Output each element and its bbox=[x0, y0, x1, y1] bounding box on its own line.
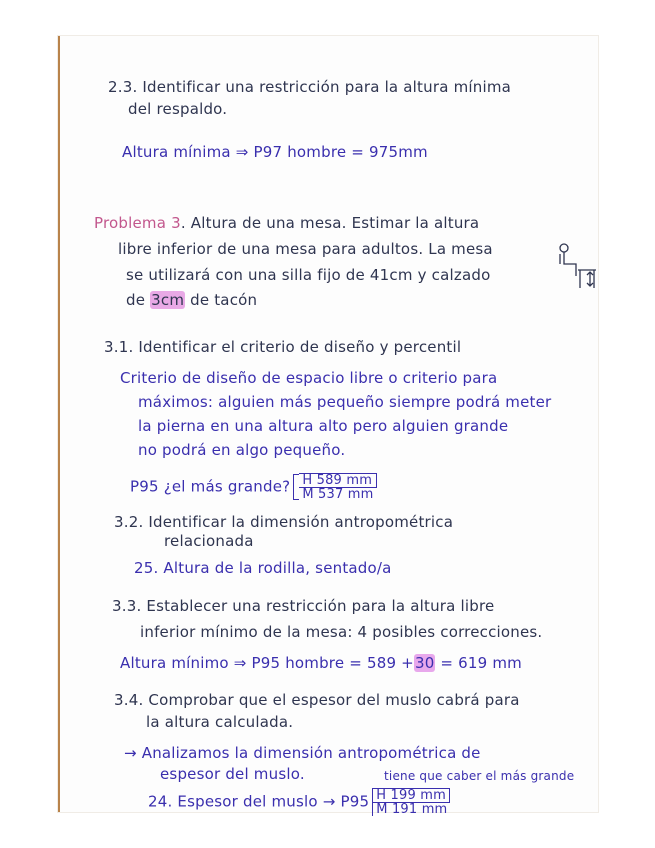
sec-3-1-body-2: máximos: alguien más pequeño siempre podrá meter bbox=[138, 393, 552, 411]
sec-3-2-answer: 25. Altura de la rodilla, sentado/a bbox=[134, 559, 392, 577]
sec-3-4-arrow-line2: espesor del muslo. bbox=[160, 765, 305, 783]
sec-3-2-line1: 3.2. Identificar la dimensión antropométrica bbox=[114, 513, 454, 531]
highlight-30: 30 bbox=[414, 654, 435, 672]
thigh-m-value: M 191 mm bbox=[376, 802, 448, 817]
sec-3-4-arrow-line1: → Analizamos la dimensión antropométrica de bbox=[124, 744, 481, 762]
sec-3-1-body-1: Criterio de diseño de espacio libre o criterio para bbox=[120, 369, 498, 387]
p95-h-value: H 589 mm bbox=[299, 473, 376, 488]
sec-3-1-question: P95 ¿el más grande? bbox=[130, 477, 291, 496]
sec-3-4-item-text: 24. Espesor del muslo → P95 bbox=[148, 792, 370, 811]
problema3-line1 bbox=[94, 214, 479, 232]
sec-3-4-item bbox=[148, 788, 450, 816]
problema3-line3: se utilizará con una silla fijo de 41cm y calzado bbox=[126, 266, 491, 284]
problema3-line4 bbox=[126, 291, 257, 309]
problema3-line4-pre: de bbox=[126, 291, 146, 309]
sec-3-2-line2: relacionada bbox=[164, 532, 254, 550]
sec-3-3-line2: inferior mínimo de la mesa: 4 posibles correcciones. bbox=[140, 623, 543, 641]
sec-2-3-line1: 2.3. Identificar una restricción para la altura mínima bbox=[108, 78, 512, 96]
sec-3-1-p95 bbox=[130, 473, 377, 501]
sec-3-4-note: tiene que caber el más grande bbox=[384, 769, 575, 783]
table-sketch-icon bbox=[556, 240, 602, 296]
sec-3-1-heading: 3.1. Identificar el criterio de diseño y percentil bbox=[104, 338, 462, 356]
problema3-line2: libre inferior de una mesa para adultos. La mesa bbox=[118, 240, 493, 258]
sec-3-4-line2: la altura calculada. bbox=[146, 713, 294, 731]
problema3-line1-rest: . Altura de una mesa. Estimar la altura bbox=[180, 214, 480, 232]
sec-3-3-line1: 3.3. Establecer una restricción para la altura libre bbox=[112, 597, 495, 615]
sec-3-4-line1: 3.4. Comprobar que el espesor del muslo cabrá para bbox=[114, 691, 520, 709]
sec-3-3-formula-post: = 619 mm bbox=[440, 654, 522, 672]
sec-3-1-body-4: no podrá en algo pequeño. bbox=[138, 441, 346, 459]
problema3-line4-post: de tacón bbox=[190, 291, 258, 309]
p95-m-value: M 537 mm bbox=[302, 487, 374, 502]
sec-2-3-answer: Altura mínima ⇒ P97 hombre = 975mm bbox=[122, 143, 428, 161]
sec-2-3-line2: del respaldo. bbox=[128, 100, 228, 118]
highlight-3cm: 3cm bbox=[151, 291, 185, 309]
sec-3-3-formula bbox=[120, 654, 522, 672]
thigh-h-value: H 199 mm bbox=[373, 788, 450, 803]
problema3-label: Problema 3 bbox=[94, 214, 181, 232]
sec-3-1-body-3: la pierna en una altura alto pero alguien grande bbox=[138, 417, 509, 435]
sec-3-3-formula-pre: Altura mínimo ⇒ P95 hombre = 589 + bbox=[120, 654, 414, 672]
